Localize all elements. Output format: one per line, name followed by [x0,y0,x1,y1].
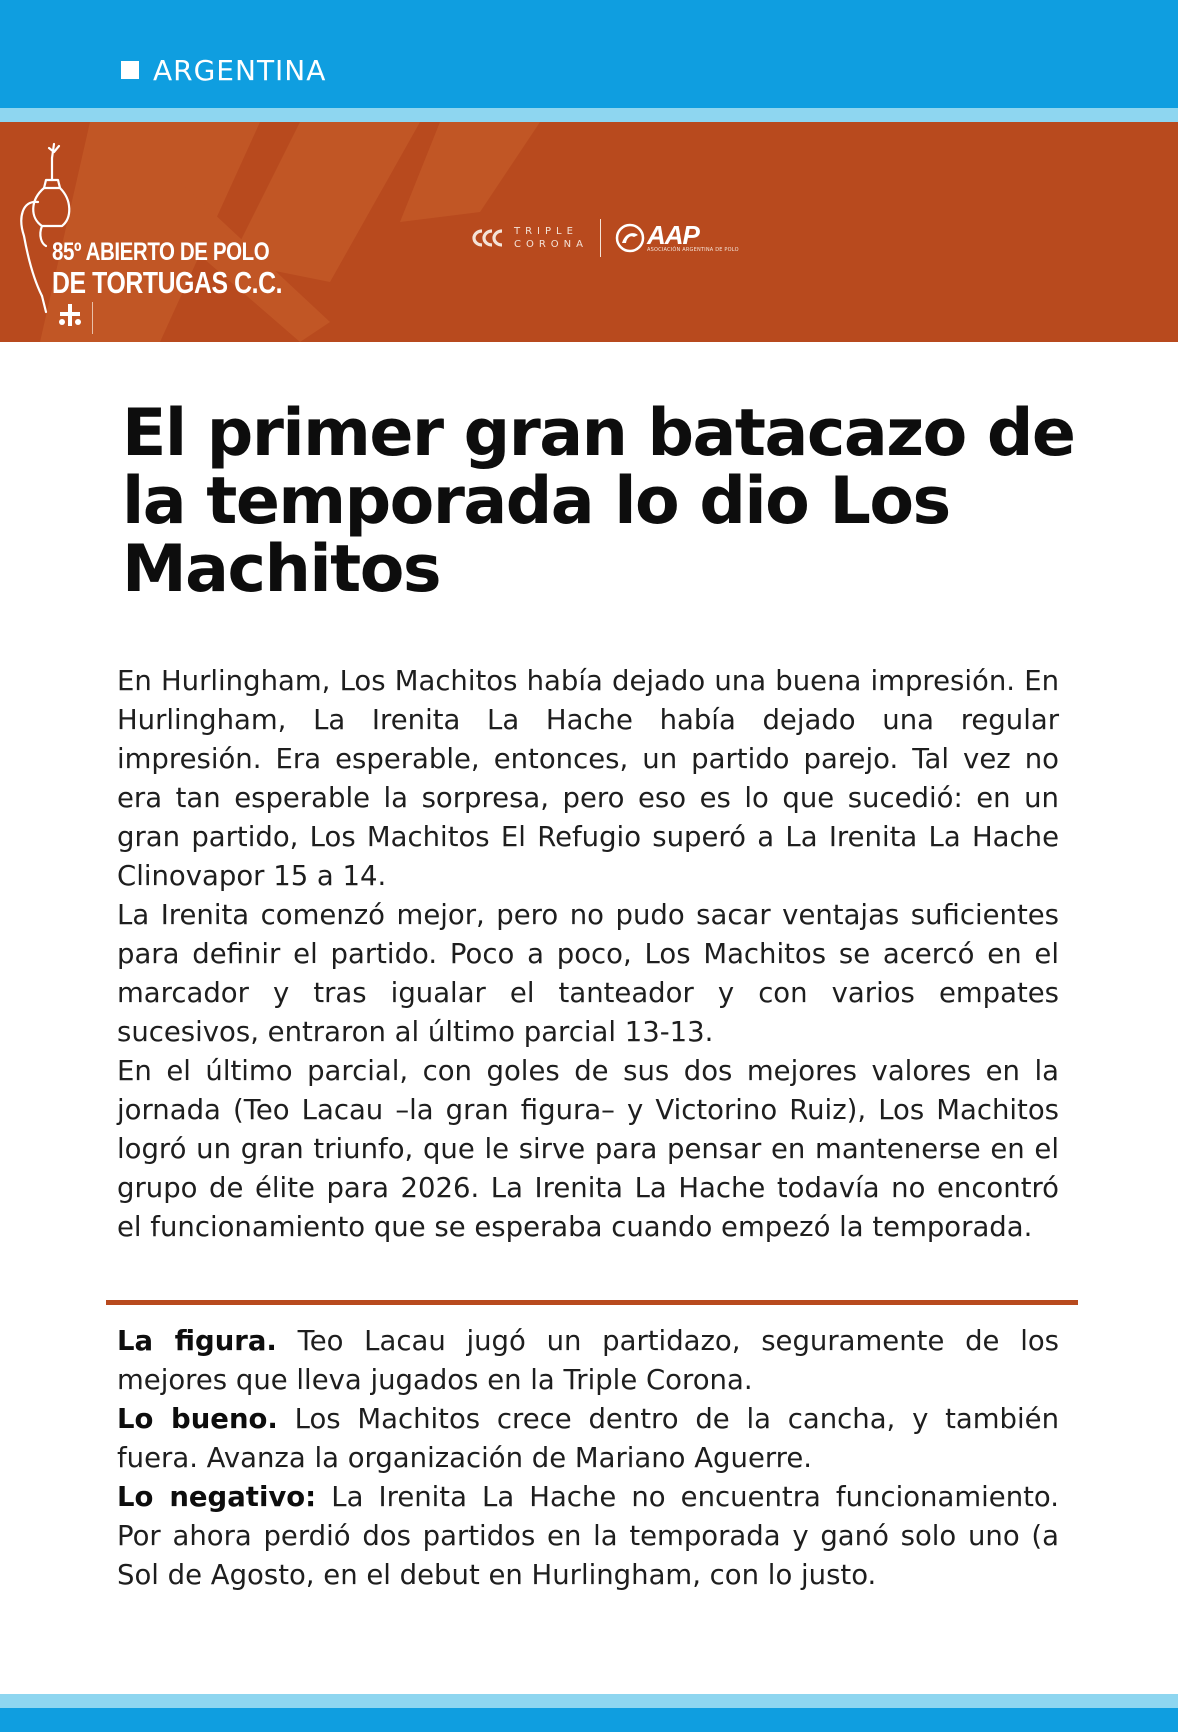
section-divider [106,1300,1078,1305]
triple-corona-line1: TRIPLE [514,226,578,237]
note-negativo [117,1478,1059,1595]
partner-logos [468,218,739,258]
note-text: Los Machitos crece dentro de la cancha, y también fuera. Avanza la organización de Mariano Aguerre. [117,1403,1059,1474]
event-title [52,240,340,298]
section-label: ARGENTINA [153,53,327,87]
square-icon [121,61,139,79]
body-paragraph: La Irenita comenzó mejor, pero no pudo sacar ventajas suficientes para definir el partido. Poco a poco, Los Machitos se acercó en el marcador y tras igualar el tanteador y con varios empates sucesivos, entraron al último parcial 13-13. [117,899,1059,1048]
event-title-line1: 85º ABIERTO DE POLO [52,238,270,266]
logo-divider [600,219,601,257]
crest-icon [56,302,84,328]
event-banner [0,122,1178,342]
triple-corona-line2: CORONA [514,239,588,250]
body-paragraph: En Hurlingham, Los Machitos había dejado una buena impresión. En Hurlingham, La Irenita La Hache había dejado una regular impresión. Era esperable, entonces, un partido parejo. Tal vez no era tan esperable la sorpresa, pero eso es lo que sucedió: en un gran partido, Los Machitos El Refugio superó a La Irenita La Hache Clinovapor 15 a 14. [117,665,1059,892]
triple-corona-text [514,225,588,251]
bottom-stripe [0,1694,1178,1708]
section-tag [121,52,326,88]
aap-subtitle: ASOCIACIÓN ARGENTINA DE POLO [647,247,739,253]
article-notes [117,1322,1059,1595]
bottom-band [0,1708,1178,1732]
aap-logo [615,223,645,253]
article-body [117,662,1059,1247]
body-paragraph: En el último parcial, con goles de sus dos mejores valores en la jornada (Teo Lacau –la gran figura– y Victorino Ruiz), Los Machitos logró un gran triunfo, que le sirve para pensar en mantenerse en el grupo de élite para 2026. La Irenita La Hache todavía no encontró el funcionamiento que se esperaba cuando empezó la temporada. [117,1055,1059,1243]
note-text: Teo Lacau jugó un partidazo, seguramente de los mejores que lleva jugados en la Triple Corona. [117,1325,1059,1396]
note-figura [117,1322,1059,1400]
triple-corona-logo [468,227,508,249]
note-bueno [117,1400,1059,1478]
note-label: Lo negativo: [117,1481,317,1513]
note-label: Lo bueno. [117,1403,278,1435]
top-stripe [0,108,1178,122]
aap-text-block [647,220,739,253]
crest-divider [92,302,93,334]
aap-text: AAP [647,220,699,250]
article-headline: El primer gran batacazo de la temporada lo dio Los Machitos [122,396,1075,607]
note-text: La Irenita La Hache no encuentra funcionamiento. Por ahora perdió dos partidos en la temporada y ganó solo uno (a Sol de Agosto, en el debut en Hurlingham, con lo justo. [117,1481,1059,1591]
note-label: La figura. [117,1325,277,1357]
event-title-line2: DE TORTUGAS C.C. [52,265,283,300]
